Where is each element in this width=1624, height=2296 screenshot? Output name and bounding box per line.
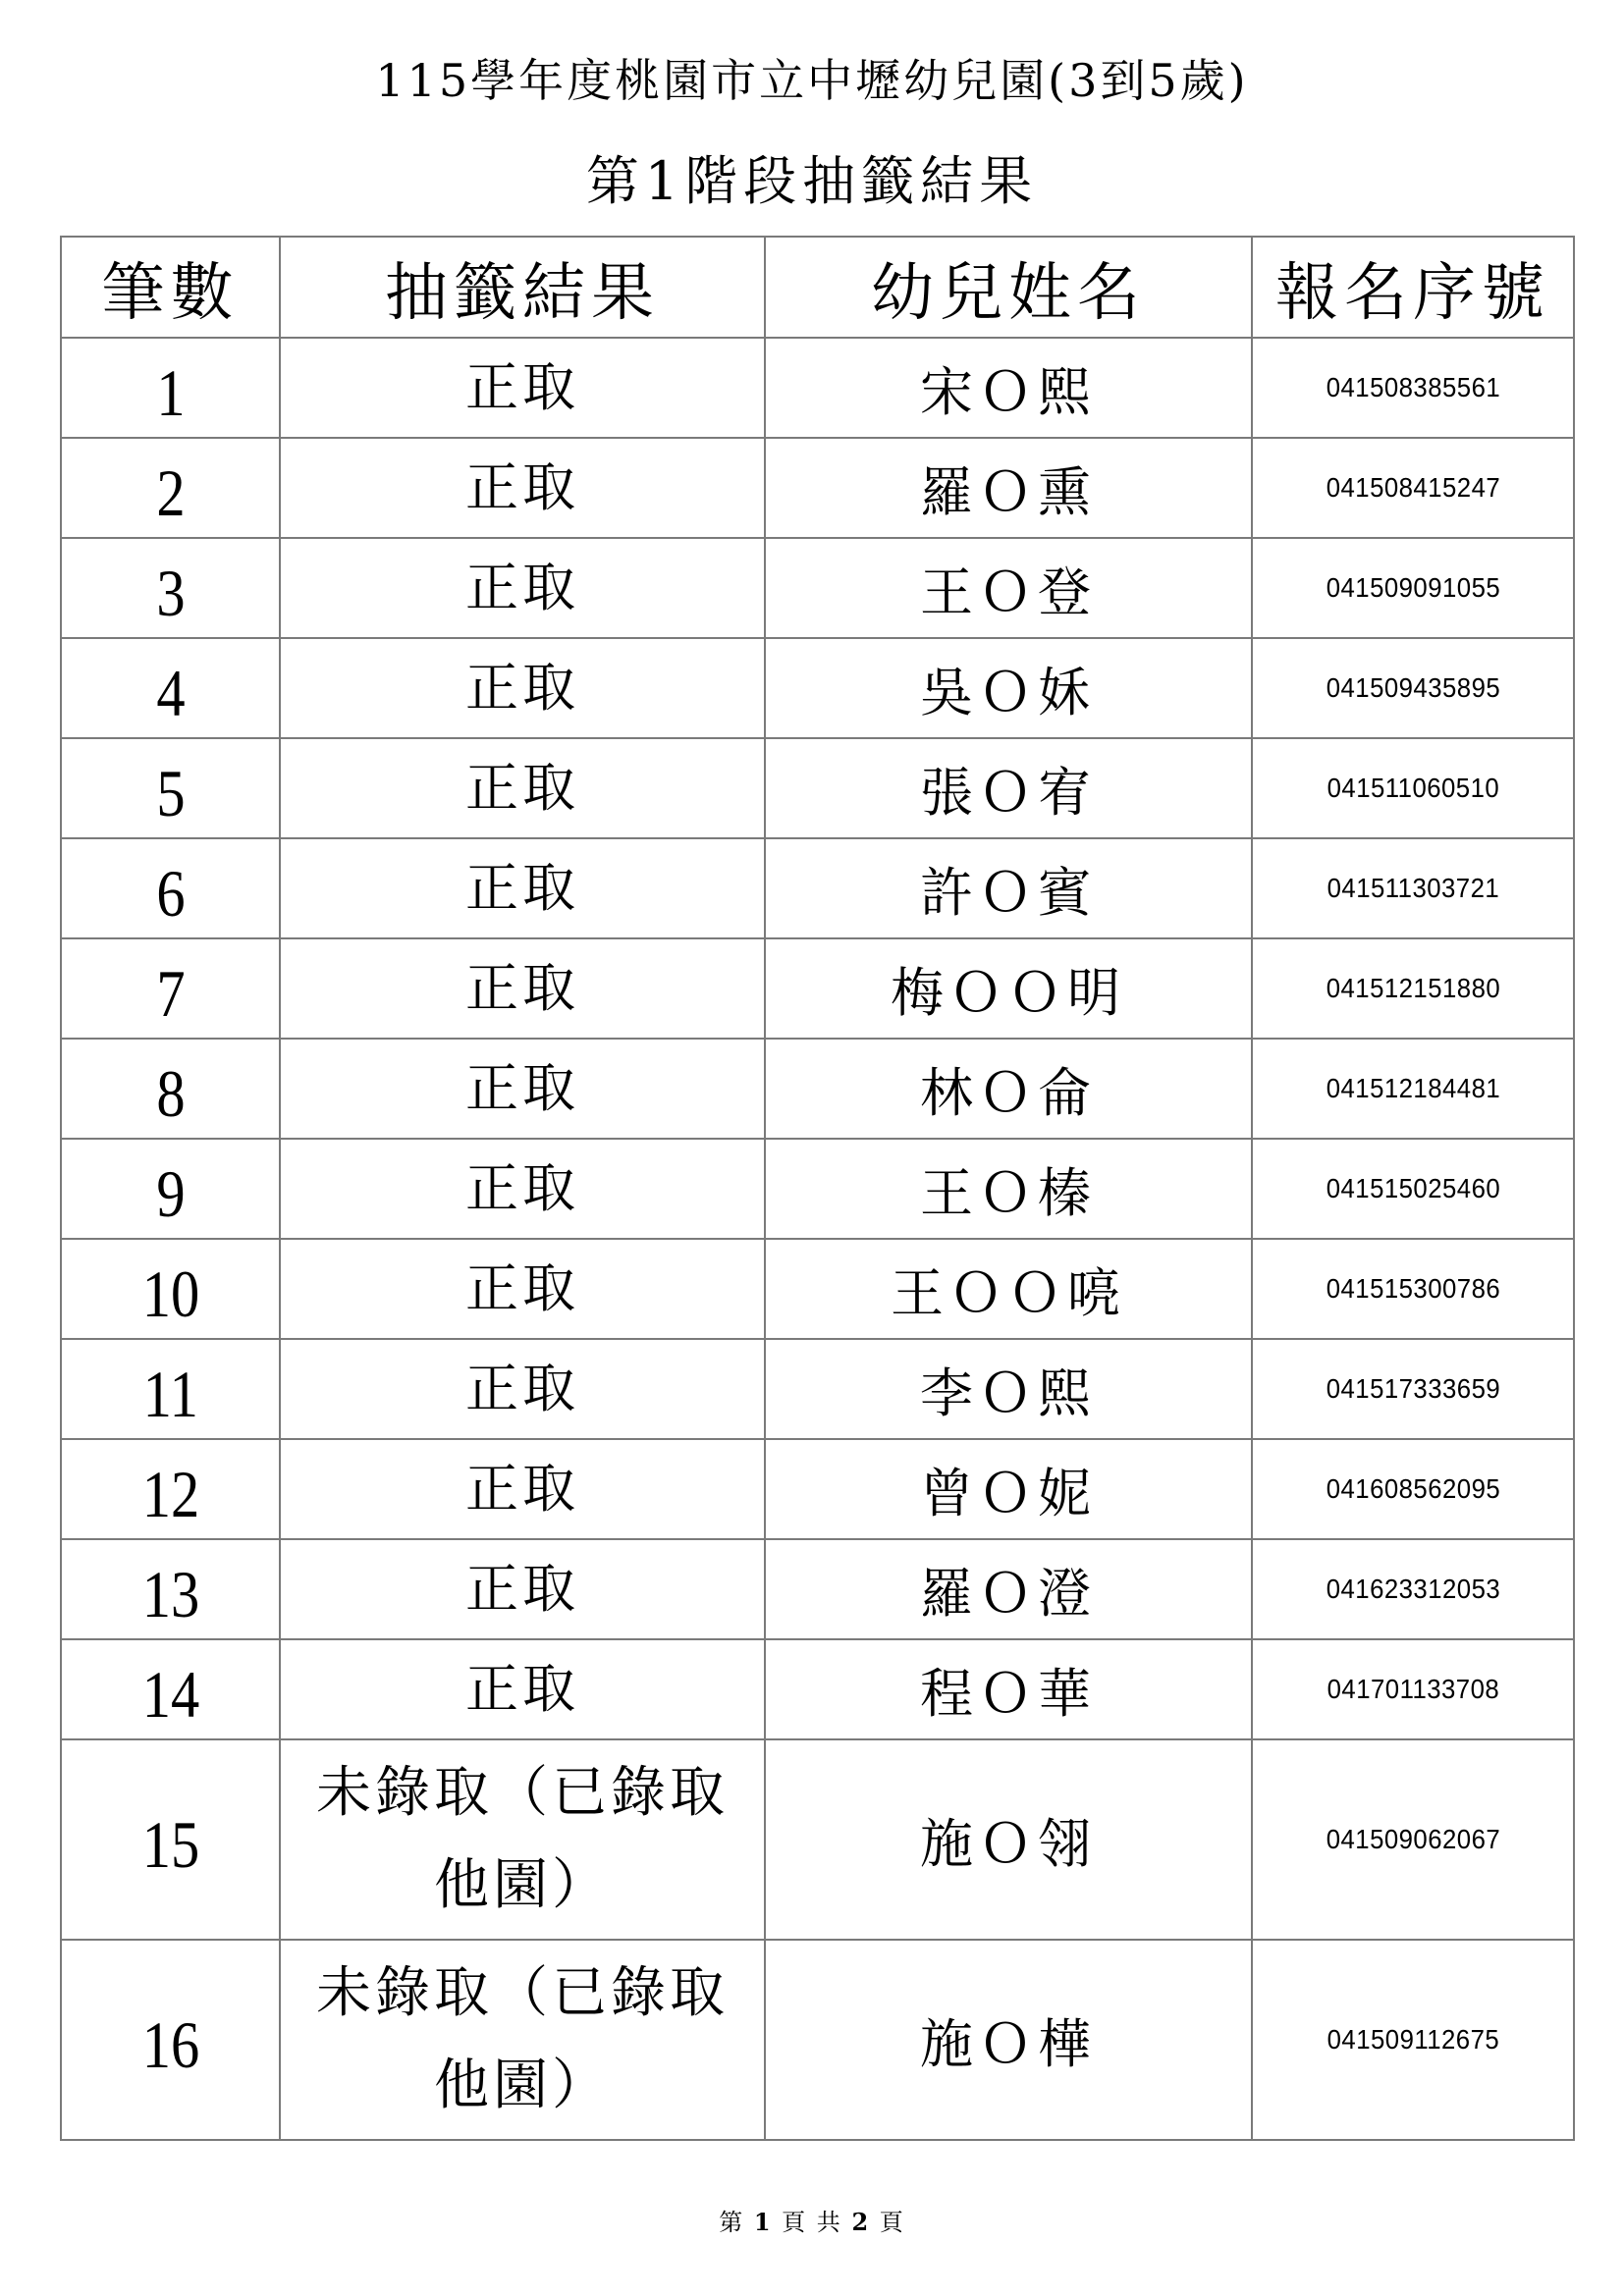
table-row	[61, 438, 1574, 538]
row-serial: 041515025460	[1326, 1173, 1500, 1203]
table-row	[61, 1339, 1574, 1439]
row-result: 未錄取（已錄取他園）	[280, 1940, 765, 2140]
table-row	[61, 1940, 1574, 2140]
header-number: 筆數	[61, 237, 280, 338]
row-result: 正取	[280, 1339, 765, 1439]
table-row	[61, 1139, 1574, 1239]
row-serial: 041509062067	[1326, 1824, 1500, 1854]
row-child-name: 程Ｏ華	[765, 1639, 1252, 1739]
header-result: 抽籤結果	[280, 237, 765, 338]
row-result: 正取	[280, 838, 765, 938]
row-number: 11	[142, 1357, 198, 1431]
row-serial: 041701133708	[1326, 1674, 1499, 1704]
row-serial: 041511060510	[1326, 773, 1499, 803]
row-result: 正取	[280, 1139, 765, 1239]
footer-current-page: 1	[753, 2208, 773, 2236]
row-serial: 041515300786	[1326, 1273, 1500, 1304]
table-row	[61, 1739, 1574, 1940]
table-row	[61, 1039, 1574, 1139]
row-result: 正取	[280, 1539, 765, 1639]
row-serial: 041509435895	[1326, 672, 1500, 703]
row-child-name: 吳Ｏ姀	[765, 638, 1252, 738]
table-row	[61, 738, 1574, 838]
row-child-name: 王Ｏ登	[765, 538, 1252, 638]
row-number: 7	[155, 956, 186, 1031]
row-result: 正取	[280, 738, 765, 838]
row-child-name: 施Ｏ樺	[765, 1940, 1252, 2140]
row-child-name: 李Ｏ熙	[765, 1339, 1252, 1439]
table-row	[61, 1539, 1574, 1639]
page-footer	[0, 2203, 1624, 2237]
row-child-name: 羅Ｏ熏	[765, 438, 1252, 538]
row-child-name: 梅ＯＯ明	[765, 938, 1252, 1039]
row-result: 正取	[280, 938, 765, 1039]
document-title: 115學年度桃園市立中壢幼兒園(3到5歲)	[375, 54, 1249, 107]
row-child-name: 許Ｏ賓	[765, 838, 1252, 938]
row-child-name: 張Ｏ宥	[765, 738, 1252, 838]
row-number: 6	[155, 856, 186, 931]
row-child-name: 林Ｏ侖	[765, 1039, 1252, 1139]
row-number: 4	[155, 656, 186, 730]
footer-prefix: 第	[719, 2209, 745, 2236]
row-serial: 041623312053	[1326, 1574, 1500, 1604]
row-result: 正取	[280, 438, 765, 538]
row-number: 12	[141, 1457, 199, 1531]
row-number: 9	[155, 1156, 186, 1231]
row-result: 正取	[280, 1439, 765, 1539]
header-name: 幼兒姓名	[765, 237, 1252, 338]
footer-total-pages: 2	[851, 2208, 871, 2236]
row-number: 10	[141, 1256, 199, 1331]
row-number: 5	[155, 756, 186, 830]
row-child-name: 羅Ｏ澄	[765, 1539, 1252, 1639]
lottery-results-table	[60, 236, 1575, 2141]
table-row	[61, 1639, 1574, 1739]
row-child-name: 曾Ｏ妮	[765, 1439, 1252, 1539]
row-result: 未錄取（已錄取他園）	[280, 1739, 765, 1940]
row-serial: 041512184481	[1326, 1073, 1500, 1103]
row-serial: 041509091055	[1326, 572, 1500, 603]
document-subtitle: 第1階段抽籤結果	[585, 150, 1039, 212]
row-result: 正取	[280, 638, 765, 738]
row-result: 正取	[280, 538, 765, 638]
row-number: 3	[155, 556, 186, 630]
row-child-name: 王Ｏ榛	[765, 1139, 1252, 1239]
table-header-row	[61, 237, 1574, 338]
row-serial: 041512151880	[1326, 973, 1500, 1003]
table-row	[61, 938, 1574, 1039]
row-number: 14	[141, 1657, 199, 1732]
row-child-name: 王ＯＯ喨	[765, 1239, 1252, 1339]
row-serial: 041508415247	[1326, 472, 1500, 503]
table-body	[61, 338, 1574, 2140]
table-row	[61, 338, 1574, 438]
table-row	[61, 538, 1574, 638]
table-row	[61, 638, 1574, 738]
table-row	[61, 838, 1574, 938]
row-serial: 041511303721	[1326, 873, 1499, 903]
table-row	[61, 1239, 1574, 1339]
row-result: 正取	[280, 1639, 765, 1739]
row-number: 8	[155, 1056, 186, 1131]
row-child-name: 宋Ｏ熙	[765, 338, 1252, 438]
row-result: 正取	[280, 338, 765, 438]
row-child-name: 施Ｏ翎	[765, 1739, 1252, 1940]
row-number: 15	[141, 1807, 199, 1882]
row-serial: 041517333659	[1326, 1373, 1500, 1404]
row-result: 正取	[280, 1039, 765, 1139]
row-serial: 041508385561	[1326, 372, 1500, 402]
row-serial: 041608562095	[1326, 1473, 1500, 1504]
footer-middle: 頁 共	[782, 2209, 842, 2236]
row-serial: 041509112675	[1326, 2024, 1499, 2055]
row-number: 1	[155, 355, 186, 430]
table-row	[61, 1439, 1574, 1539]
header-serial: 報名序號	[1252, 237, 1574, 338]
row-result: 正取	[280, 1239, 765, 1339]
row-number: 2	[155, 455, 186, 530]
row-number: 16	[141, 2007, 199, 2082]
row-number: 13	[141, 1557, 199, 1631]
footer-suffix: 頁	[879, 2209, 905, 2236]
